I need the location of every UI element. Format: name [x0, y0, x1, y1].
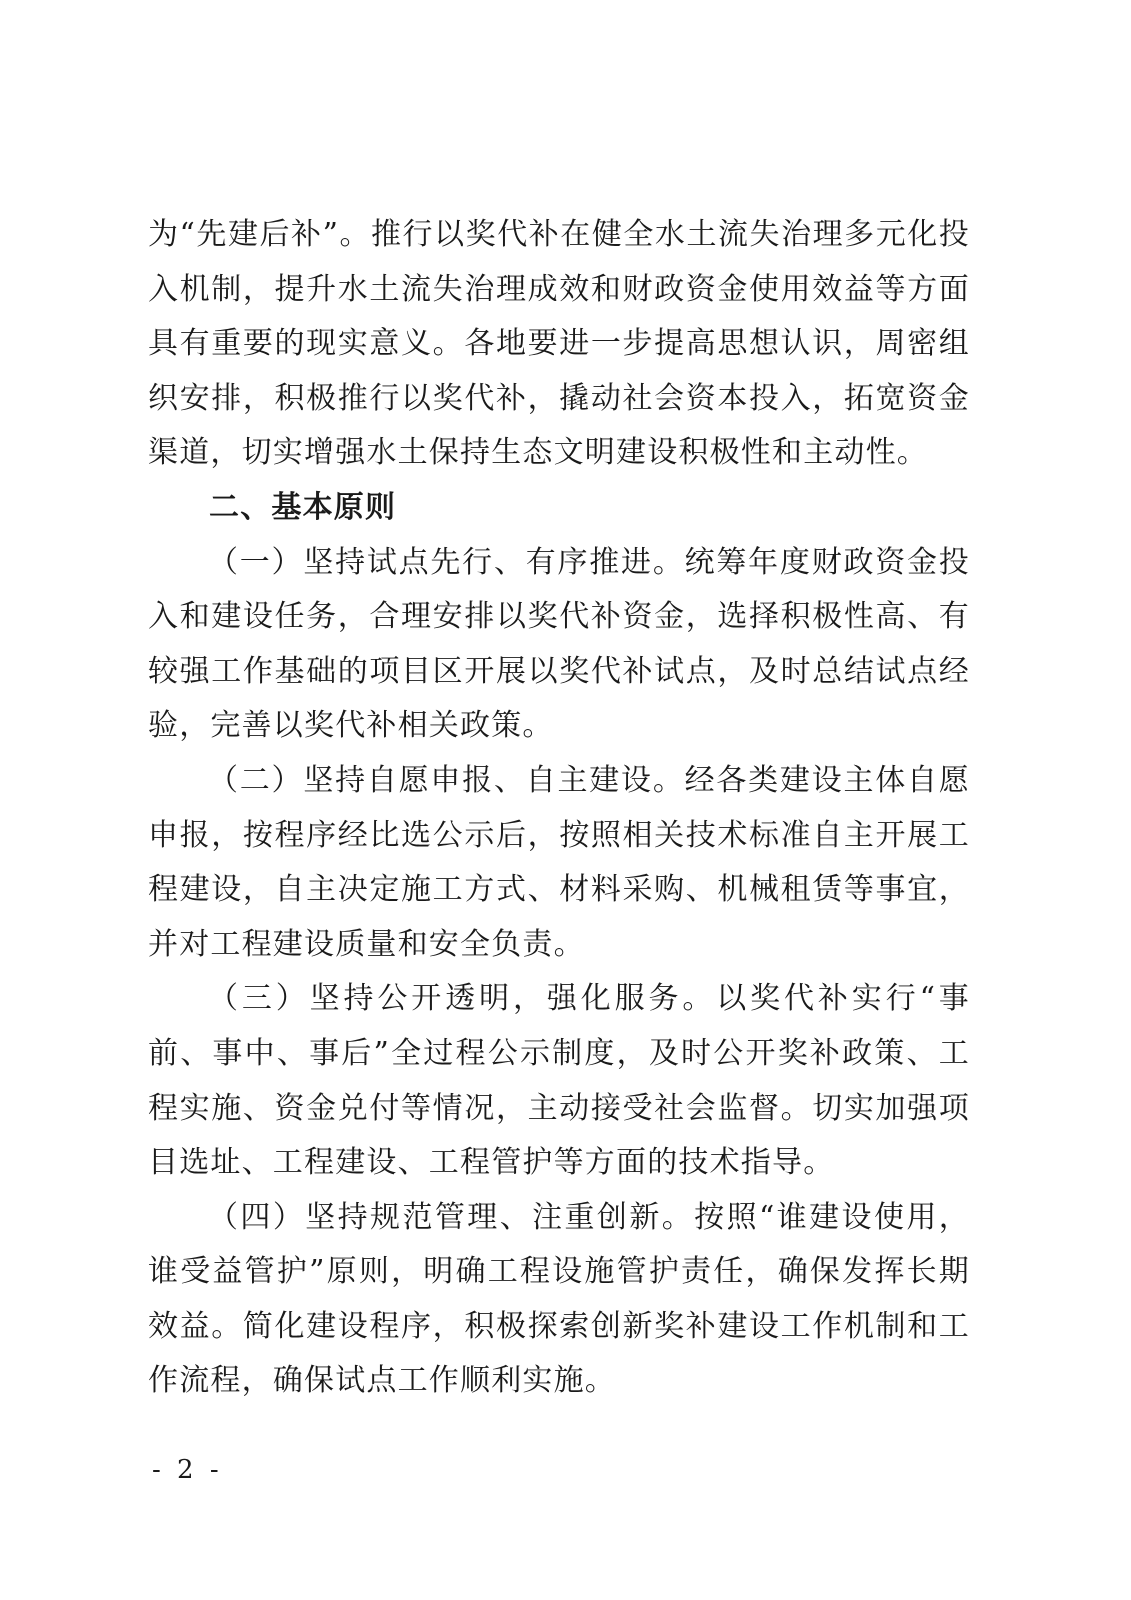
intro-paragraph: 为“先建后补”。推行以奖代补在健全水土流失治理多元化投入机制，提升水土流失治理成效和财政资金使用效益等方面具有重要的现实意义。各地要进一步提高思想认识，周密组织安排，积极推行以奖代补，撬动社会资本投入，拓宽资金渠道，切实增强水土保持生态文明建设积极性和主动性。 [148, 217, 970, 471]
document-body [148, 208, 970, 1409]
principle-paragraph-3: （三）坚持公开透明，强化服务。以奖代补实行“事前、事中、事后”全过程公示制度，及时公开奖补政策、工程实施、资金兑付等情况，主动接受社会监督。切实加强项目选址、工程建设、工程管护等方面的技术指导。 [148, 981, 970, 1181]
page-number: - 2 - [152, 1455, 223, 1485]
principle-paragraph-4: （四）坚持规范管理、注重创新。按照“谁建设使用，谁受益管护”原则，明确工程设施管护责任，确保发挥长期效益。简化建设程序，积极探索创新奖补建设工作机制和工作流程，确保试点工作顺利实施。 [148, 1199, 970, 1399]
section-heading: 二、基本原则 [209, 489, 397, 525]
principle-paragraph-2: （二）坚持自愿申报、自主建设。经各类建设主体自愿申报，按程序经比选公示后，按照相关技术标准自主开展工程建设，自主决定施工方式、材料采购、机械租赁等事宜，并对工程建设质量和安全负责。 [148, 762, 970, 962]
principle-paragraph-1: （一）坚持试点先行、有序推进。统筹年度财政资金投入和建设任务，合理安排以奖代补资金，选择积极性高、有较强工作基础的项目区开展以奖代补试点，及时总结试点经验，完善以奖代补相关政策。 [148, 544, 970, 744]
